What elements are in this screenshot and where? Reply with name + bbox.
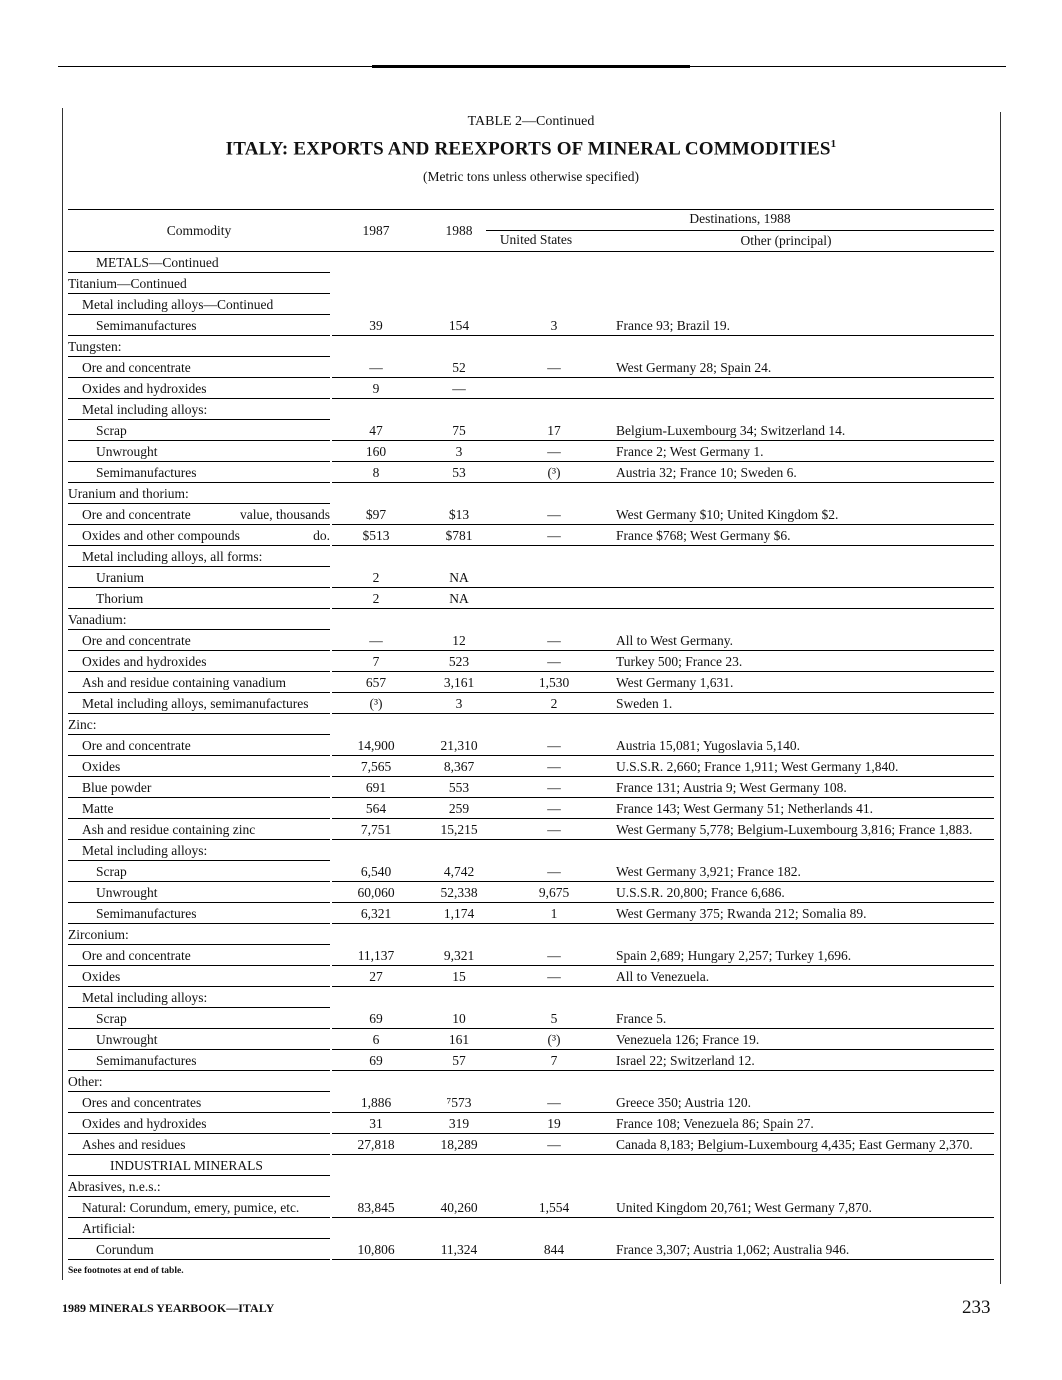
- commodity-label: Metal including alloys:: [82, 990, 208, 1005]
- commodity-label: Ore and concentrate: [82, 948, 191, 963]
- value-other-principal: West Germany $10; United Kingdom $2.: [616, 507, 839, 522]
- table-row: [0, 987, 1062, 1008]
- section-row: [0, 252, 1062, 273]
- value-1987: 9: [372, 381, 380, 396]
- value-1987: 6,540: [360, 864, 392, 879]
- value-other-principal: France 5.: [616, 1011, 667, 1026]
- commodity-label: Natural: Corundum, emery, pumice, etc.: [82, 1200, 300, 1215]
- unit-label: value, thousands: [240, 507, 330, 522]
- value-1987: 8: [372, 465, 380, 480]
- value-united-states: 5: [550, 1011, 558, 1026]
- commodity-label: Unwrought: [96, 1032, 158, 1047]
- value-united-states: 3: [550, 318, 558, 333]
- value-1988: 75: [452, 423, 466, 438]
- commodity-label: Ore and concentrate: [82, 507, 191, 522]
- table-row: [0, 819, 1062, 840]
- table-row: [0, 1134, 1062, 1155]
- commodity-label: Ore and concentrate: [82, 633, 191, 648]
- commodity-label: Ore and concentrate: [82, 360, 191, 375]
- table-row: [0, 966, 1062, 987]
- table-row: [0, 861, 1062, 882]
- table-row: [0, 1197, 1062, 1218]
- table-row: [0, 651, 1062, 672]
- commodity-label: Zirconium:: [68, 927, 129, 942]
- value-1987: 657: [365, 675, 387, 690]
- commodity-label: Oxides and hydroxides: [82, 381, 207, 396]
- value-1987: 6,321: [360, 906, 392, 921]
- commodity-label: Zinc:: [68, 717, 97, 732]
- value-other-principal: All to Venezuela.: [616, 969, 710, 984]
- value-united-states: (³): [547, 1032, 561, 1047]
- value-1988: ⁷573: [446, 1095, 472, 1110]
- table-row: [0, 504, 1062, 525]
- commodity-label: Unwrought: [96, 885, 158, 900]
- commodity-label: Artificial:: [82, 1221, 136, 1236]
- value-1988: 15: [452, 969, 466, 984]
- destinations-rule: [486, 230, 994, 231]
- commodity-label: Scrap: [96, 1011, 127, 1026]
- commodity-label: Semimanufactures: [96, 906, 197, 921]
- value-1988: NA: [449, 570, 469, 585]
- value-1987: 7,751: [360, 822, 392, 837]
- value-united-states: —: [547, 654, 561, 669]
- commodity-label: Metal including alloys:: [82, 402, 208, 417]
- value-united-states: —: [547, 969, 561, 984]
- value-other-principal: Canada 8,183; Belgium-Luxembourg 4,435; East Germany 2,370.: [616, 1137, 973, 1152]
- table-row: [0, 1218, 1062, 1239]
- value-united-states: 1,554: [538, 1200, 570, 1215]
- value-1987: 691: [365, 780, 387, 795]
- value-other-principal: Greece 350; Austria 120.: [616, 1095, 751, 1110]
- table-row: [0, 525, 1062, 546]
- value-1988: 10: [452, 1011, 466, 1026]
- commodity-label: Scrap: [96, 864, 127, 879]
- table-row: [0, 294, 1062, 315]
- value-united-states: —: [547, 801, 561, 816]
- table-row: [0, 1071, 1062, 1092]
- commodity-label: Vanadium:: [68, 612, 127, 627]
- value-united-states: 1,530: [538, 675, 570, 690]
- value-united-states: 17: [547, 423, 561, 438]
- table-title: [0, 138, 1062, 160]
- value-1988: 15,215: [440, 822, 478, 837]
- value-1987: 14,900: [357, 738, 395, 753]
- value-other-principal: West Germany 28; Spain 24.: [616, 360, 772, 375]
- value-other-principal: All to West Germany.: [616, 633, 734, 648]
- value-1987: —: [369, 360, 383, 375]
- commodity-label: Metal including alloys, semimanufactures: [82, 696, 309, 711]
- value-1987: 7: [372, 654, 380, 669]
- table-row: [0, 315, 1062, 336]
- value-other-principal: West Germany 1,631.: [616, 675, 734, 690]
- table-row: [0, 945, 1062, 966]
- value-united-states: —: [547, 444, 561, 459]
- value-united-states: —: [547, 864, 561, 879]
- value-other-principal: France 131; Austria 9; West Germany 108.: [616, 780, 847, 795]
- title-footnote-marker: 1: [830, 138, 837, 150]
- commodity-label: Metal including alloys, all forms:: [82, 549, 263, 564]
- value-other-principal: France 143; West Germany 51; Netherlands 41.: [616, 801, 873, 816]
- value-1988: 161: [448, 1032, 470, 1047]
- value-united-states: —: [547, 528, 561, 543]
- value-1988: 9,321: [443, 948, 475, 963]
- value-united-states: 1: [550, 906, 558, 921]
- table-row: [0, 609, 1062, 630]
- value-1987: (³): [369, 696, 383, 711]
- table-row: [0, 1113, 1062, 1134]
- value-1988: 259: [448, 801, 470, 816]
- commodity-label: INDUSTRIAL MINERALS: [110, 1158, 263, 1173]
- table-row: [0, 546, 1062, 567]
- value-other-principal: Austria 32; France 10; Sweden 6.: [616, 465, 797, 480]
- value-1987: 7,565: [360, 759, 392, 774]
- value-1988: 21,310: [440, 738, 478, 753]
- top-rule-thick: [372, 65, 690, 68]
- value-1988: NA: [449, 591, 469, 606]
- table-row: [0, 1008, 1062, 1029]
- value-united-states: —: [547, 507, 561, 522]
- table-row: [0, 567, 1062, 588]
- value-1987: 31: [369, 1116, 383, 1131]
- value-1987: —: [369, 633, 383, 648]
- table-label: TABLE 2—Continued: [467, 114, 595, 129]
- value-united-states: —: [547, 738, 561, 753]
- header-other-principal: Other (principal): [740, 233, 832, 248]
- commodity-label: Ash and residue containing vanadium: [82, 675, 286, 690]
- commodity-label: Uranium: [96, 570, 144, 585]
- value-united-states: 9,675: [538, 885, 570, 900]
- table-row: [0, 630, 1062, 651]
- header-1988: 1988: [445, 223, 473, 238]
- table-row: [0, 672, 1062, 693]
- value-united-states: —: [547, 360, 561, 375]
- commodity-label: Ash and residue containing zinc: [82, 822, 256, 837]
- table-row: [0, 357, 1062, 378]
- table-row: [0, 1050, 1062, 1071]
- value-1987: 2: [372, 570, 380, 585]
- value-1987: 27: [369, 969, 383, 984]
- value-other-principal: West Germany 5,778; Belgium-Luxembourg 3,816; France 1,883.: [616, 822, 973, 837]
- value-other-principal: Austria 15,081; Yugoslavia 5,140.: [616, 738, 800, 753]
- value-other-principal: Venezuela 126; France 19.: [616, 1032, 760, 1047]
- value-united-states: —: [547, 1137, 561, 1152]
- table-row: [0, 1092, 1062, 1113]
- value-united-states: 19: [547, 1116, 561, 1131]
- section-row: [0, 1155, 1062, 1176]
- table-row: [0, 798, 1062, 819]
- commodity-label: Oxides: [82, 969, 121, 984]
- table-row: [0, 483, 1062, 504]
- commodity-label: Ashes and residues: [82, 1137, 186, 1152]
- value-united-states: (³): [547, 465, 561, 480]
- value-other-principal: Israel 22; Switzerland 12.: [616, 1053, 755, 1068]
- value-1987: $97: [365, 507, 387, 522]
- commodity-label: Blue powder: [82, 780, 152, 795]
- commodity-label: Metal including alloys—Continued: [82, 297, 274, 312]
- value-united-states: 844: [543, 1242, 565, 1257]
- value-1987: 39: [369, 318, 383, 333]
- table-row: [0, 714, 1062, 735]
- commodity-label: Abrasives, n.e.s.:: [68, 1179, 161, 1194]
- commodity-label: Oxides: [82, 759, 121, 774]
- value-1988: 3: [455, 696, 463, 711]
- commodity-label: Matte: [82, 801, 114, 816]
- table-subtitle: (Metric tons unless otherwise specified): [423, 169, 639, 184]
- value-other-principal: Belgium-Luxembourg 34; Switzerland 14.: [616, 423, 846, 438]
- value-united-states: —: [547, 822, 561, 837]
- table-row: [0, 924, 1062, 945]
- commodity-label: METALS—Continued: [96, 255, 219, 270]
- footnote: See footnotes at end of table.: [68, 1266, 184, 1276]
- value-other-principal: France $768; West Germany $6.: [616, 528, 791, 543]
- value-1987: 27,818: [357, 1137, 395, 1152]
- table-row: [0, 462, 1062, 483]
- table-row: [0, 882, 1062, 903]
- value-united-states: 2: [550, 696, 558, 711]
- value-united-states: —: [547, 780, 561, 795]
- value-1988: 3: [455, 444, 463, 459]
- value-1988: 319: [448, 1116, 470, 1131]
- value-1988: 40,260: [440, 1200, 478, 1215]
- row-rule: [68, 1259, 330, 1260]
- unit-label: do.: [313, 528, 330, 543]
- header-destinations: Destinations, 1988: [689, 211, 791, 226]
- table-row: [0, 1239, 1062, 1260]
- table-row: [0, 588, 1062, 609]
- value-united-states: —: [547, 633, 561, 648]
- header-commodity: Commodity: [166, 223, 232, 238]
- table-row: [0, 378, 1062, 399]
- commodity-label: Unwrought: [96, 444, 158, 459]
- commodity-label: Scrap: [96, 423, 127, 438]
- value-1988: —: [452, 381, 466, 396]
- commodity-label: Corundum: [96, 1242, 154, 1257]
- table-row: [0, 756, 1062, 777]
- table-row: [0, 693, 1062, 714]
- footer-title: 1989 MINERALS YEARBOOK—ITALY: [62, 1301, 275, 1315]
- commodity-label: Tungsten:: [68, 339, 122, 354]
- value-1988: 11,324: [440, 1242, 478, 1257]
- value-united-states: —: [547, 759, 561, 774]
- value-1988: 53: [452, 465, 466, 480]
- commodity-label: Ore and concentrate: [82, 738, 191, 753]
- value-1988: 12: [452, 633, 466, 648]
- table-row: [0, 420, 1062, 441]
- value-other-principal: France 3,307; Austria 1,062; Australia 946.: [616, 1242, 850, 1257]
- header-1987: 1987: [362, 223, 390, 238]
- value-other-principal: Spain 2,689; Hungary 2,257; Turkey 1,696.: [616, 948, 852, 963]
- value-1988: 154: [448, 318, 470, 333]
- value-1987: 69: [369, 1053, 383, 1068]
- header-top-rule: [68, 209, 994, 210]
- commodity-label: Semimanufactures: [96, 1053, 197, 1068]
- commodity-label: Oxides and hydroxides: [82, 1116, 207, 1131]
- value-1987: 47: [369, 423, 383, 438]
- value-1987: 160: [365, 444, 387, 459]
- table-row: [0, 735, 1062, 756]
- value-1988: 8,367: [443, 759, 475, 774]
- value-1987: 1,886: [360, 1095, 392, 1110]
- value-1988: 52: [452, 360, 466, 375]
- commodity-label: Titanium—Continued: [68, 276, 187, 291]
- value-1987: 564: [365, 801, 387, 816]
- value-1988: 4,742: [443, 864, 475, 879]
- commodity-label: Uranium and thorium:: [68, 486, 189, 501]
- value-1988: 18,289: [440, 1137, 478, 1152]
- value-1988: 1,174: [443, 906, 475, 921]
- table-title-text: ITALY: EXPORTS AND REEXPORTS OF MINERAL COMMODITIES: [225, 138, 831, 160]
- commodity-label: Semimanufactures: [96, 465, 197, 480]
- table-row: [0, 399, 1062, 420]
- value-1987: 60,060: [357, 885, 395, 900]
- table-row: [0, 1029, 1062, 1050]
- value-united-states: —: [547, 1095, 561, 1110]
- table-row: [0, 777, 1062, 798]
- table-row: [0, 840, 1062, 861]
- value-1987: 83,845: [357, 1200, 395, 1215]
- value-other-principal: Turkey 500; France 23.: [616, 654, 743, 669]
- value-other-principal: U.S.S.R. 20,800; France 6,686.: [616, 885, 785, 900]
- value-united-states: 7: [550, 1053, 558, 1068]
- table-row: [0, 273, 1062, 294]
- header-united-states: United States: [499, 232, 573, 247]
- table-row: [0, 1176, 1062, 1197]
- value-1987: 6: [372, 1032, 380, 1047]
- value-other-principal: U.S.S.R. 2,660; France 1,911; West Germany 1,840.: [616, 759, 899, 774]
- commodity-label: Ores and concentrates: [82, 1095, 202, 1110]
- value-1988: 52,338: [440, 885, 478, 900]
- value-other-principal: France 93; Brazil 19.: [616, 318, 730, 333]
- value-1988: 523: [448, 654, 470, 669]
- commodity-label: Other:: [68, 1074, 103, 1089]
- value-other-principal: France 2; West Germany 1.: [616, 444, 764, 459]
- commodity-label: Oxides and other compounds: [82, 528, 240, 543]
- value-united-states: —: [547, 948, 561, 963]
- table-row: [0, 441, 1062, 462]
- value-1987: 2: [372, 591, 380, 606]
- commodity-label: Thorium: [96, 591, 144, 606]
- value-other-principal: Sweden 1.: [616, 696, 673, 711]
- value-other-principal: United Kingdom 20,761; West Germany 7,870.: [616, 1200, 872, 1215]
- value-1987: $513: [362, 528, 390, 543]
- value-1987: 10,806: [357, 1242, 395, 1257]
- value-1988: 3,161: [443, 675, 475, 690]
- commodity-label: Metal including alloys:: [82, 843, 208, 858]
- data-row-rule: [332, 1259, 994, 1260]
- commodity-label: Semimanufactures: [96, 318, 197, 333]
- value-1988: 553: [448, 780, 470, 795]
- value-other-principal: France 108; Venezuela 86; Spain 27.: [616, 1116, 814, 1131]
- value-other-principal: West Germany 375; Rwanda 212; Somalia 89.: [616, 906, 867, 921]
- table-row: [0, 903, 1062, 924]
- table-row: [0, 336, 1062, 357]
- page-number: 233: [962, 1297, 991, 1318]
- commodity-label: Oxides and hydroxides: [82, 654, 207, 669]
- value-1987: 11,137: [357, 948, 395, 963]
- value-1988: 57: [452, 1053, 466, 1068]
- value-1988: $781: [445, 528, 473, 543]
- value-1988: $13: [448, 507, 470, 522]
- value-other-principal: West Germany 3,921; France 182.: [616, 864, 801, 879]
- value-1987: 69: [369, 1011, 383, 1026]
